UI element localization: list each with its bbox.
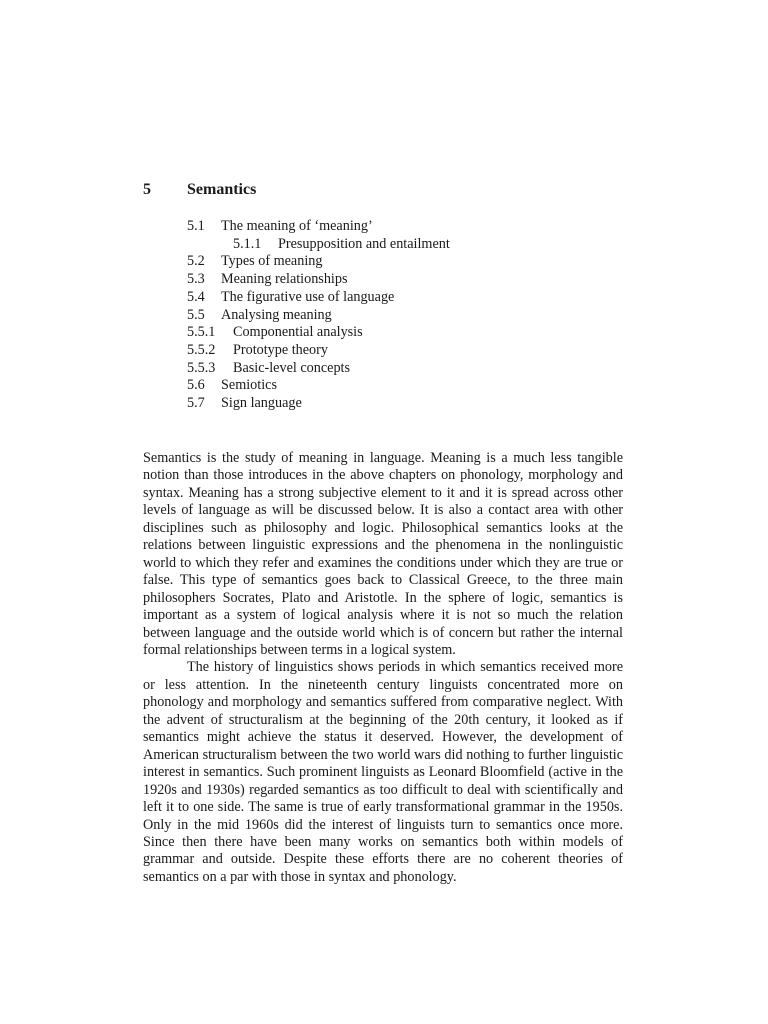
toc-number: 5.4 <box>187 288 205 305</box>
toc-entry-5-5-1 <box>187 324 450 342</box>
body-text <box>143 450 623 886</box>
chapter-title: Semantics <box>187 181 257 198</box>
toc-label: Semiotics <box>221 377 277 394</box>
toc-number: 5.5 <box>187 306 205 323</box>
toc-number: 5.1.1 <box>233 235 262 252</box>
toc-number: 5.2 <box>187 253 205 270</box>
toc-entry-5-5-2 <box>187 342 450 360</box>
toc-entry-5-1-1 <box>187 236 450 254</box>
toc-entry-5-5 <box>187 307 450 325</box>
chapter-number: 5 <box>143 181 151 198</box>
paragraph: The history of linguistics shows periods in which semantics received more or less attention. In the nineteenth century linguists concentrated more on phonology and morphology and semantics suffered from comparative neglect. With the advent of structuralism at the beginning of the 20th century, it looked as if semantics might achieve the status it deserved. However, the development of American structuralism between the two world wars did nothing to further linguistic interest in semantics. Such prominent linguists as Leonard Bloomfield (active in the 1920s and 1930s) regarded semantics as too difficult to deal with scientifically and left it to one side. The same is true of early transformational grammar in the 1950s. Only in the mid 1960s did the interest of linguists turn to semantics once more. Since then there have been many works on semantics both within models of grammar and outside. Despite these efforts there are no coherent theories of semantics on a par with those in syntax and phonology. <box>143 659 623 885</box>
toc-number: 5.5.2 <box>187 341 216 358</box>
paragraph: Semantics is the study of meaning in language. Meaning is a much less tangible notion than those introduces in the above chapters on phonology, morphology and syntax. Meaning has a strong subjective element to it and it is spread across other levels of language as will be discussed below. It is also a contact area with other disciplines such as philosophy and logic. Philosophical semantics looks at the relations between linguistic expressions and the phenomena in the nonlinguistic world to which they refer and examines the conditions under which they are true or false. This type of semantics goes back to Classical Greece, to the three main philosophers Socrates, Plato and Aristotle. In the sphere of logic, semantics is important as a system of logical analysis where it is not so much the relation between language and the outside world which is of concern but rather the internal formal relationships between terms in a logical system. <box>143 450 623 658</box>
toc-number: 5.5.3 <box>187 359 216 376</box>
toc-label: Sign language <box>221 395 302 412</box>
toc-label: Analysing meaning <box>221 306 332 323</box>
toc-label: Presupposition and entailment <box>278 235 450 252</box>
chapter-heading <box>143 181 256 199</box>
toc-label: Prototype theory <box>233 341 328 358</box>
toc-label: Meaning relationships <box>221 271 348 288</box>
toc-number: 5.5.1 <box>187 324 216 341</box>
toc-label: Types of meaning <box>221 253 323 270</box>
toc-number: 5.7 <box>187 395 205 412</box>
toc-label: The figurative use of language <box>221 288 395 305</box>
toc-entry-5-4 <box>187 289 450 307</box>
toc-entry-5-6 <box>187 377 450 395</box>
toc-label: Basic-level concepts <box>233 359 350 376</box>
toc-number: 5.3 <box>187 271 205 288</box>
toc-entry-5-5-3 <box>187 360 450 378</box>
toc-number: 5.6 <box>187 377 205 394</box>
table-of-contents <box>187 218 450 413</box>
toc-label: Componential analysis <box>233 324 363 341</box>
toc-number: 5.1 <box>187 218 205 234</box>
toc-entry-5-1 <box>187 218 450 236</box>
toc-entry-5-3 <box>187 271 450 289</box>
toc-entry-5-2 <box>187 253 450 271</box>
toc-entry-5-7 <box>187 395 450 413</box>
toc-label: The meaning of ‘meaning’ <box>221 218 373 234</box>
